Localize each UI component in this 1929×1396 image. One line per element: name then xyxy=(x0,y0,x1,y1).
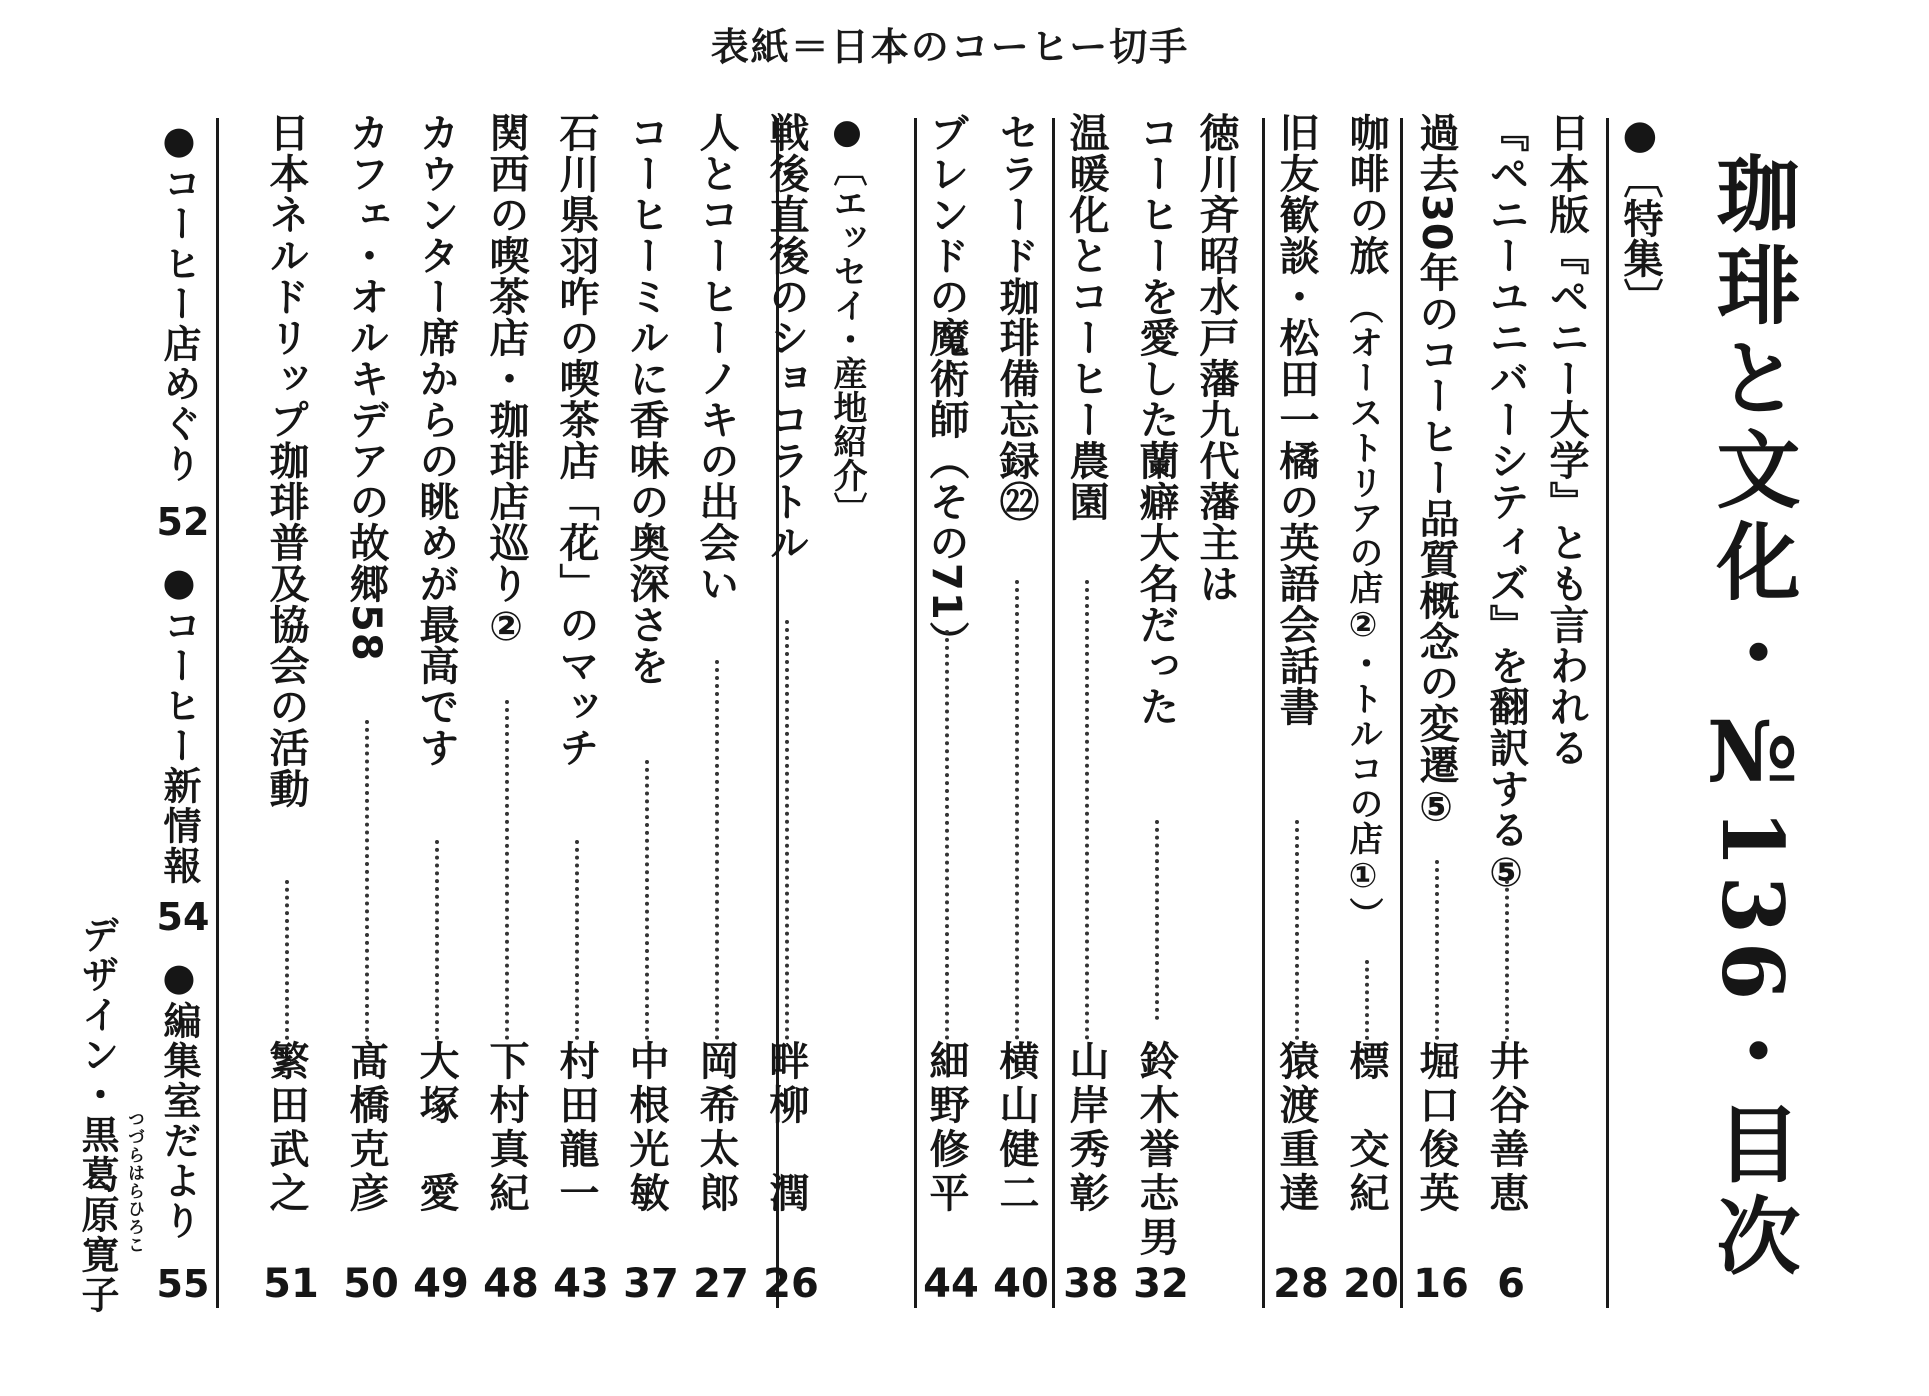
leader-dots xyxy=(435,840,439,1040)
toc-entry-title: 人とコーヒーノキの出会い xyxy=(693,112,739,604)
toc-entry-page: 40 xyxy=(993,1261,1049,1307)
toc-entry-title: ブレンドの魔術師（その71） xyxy=(923,112,969,662)
leader-dots xyxy=(785,620,789,1040)
toc-entry-page: 28 xyxy=(1273,1261,1329,1307)
design-credit: デザイン・黒葛原寛子 xyxy=(75,915,119,1315)
essay-label: ●〔エッセイ・産地紹介〕 xyxy=(827,112,867,526)
toc-entry-title: 咖啡の旅 xyxy=(1343,112,1389,276)
toc-misc-title: ●コーヒー店めぐり xyxy=(157,118,201,484)
divider-misc xyxy=(216,118,219,1308)
leader-dots xyxy=(285,880,289,1040)
toc-entry-page: 26 xyxy=(763,1261,819,1307)
toc-entry-author: 井谷善恵 xyxy=(1483,1040,1529,1216)
design-credit-ruby: つづらはらひろこ xyxy=(124,1110,144,1254)
leader-dots xyxy=(945,630,949,1040)
leader-dots xyxy=(645,760,649,1040)
toc-entry-title: 『ペニーユニバーシティズ』を翻訳する⑤ xyxy=(1483,112,1529,897)
leader-dots xyxy=(1295,820,1299,1040)
toc-entry-title: カフェ・オルキデアの故郷58 xyxy=(343,112,389,662)
toc-entry-title: コーヒーミルに香味の奥深さを xyxy=(623,112,669,686)
toc-misc-page: 52 xyxy=(156,500,210,544)
toc-entry-page: 37 xyxy=(623,1261,679,1307)
toc-entry-page: 27 xyxy=(693,1261,749,1307)
toc-entry-title: 日本版『ペニー大学』とも言われる xyxy=(1543,112,1589,768)
tokushu-label: ●〔特集〕 xyxy=(1617,112,1663,318)
leader-dots xyxy=(1505,880,1509,1040)
toc-entry-title: 戦後直後のショコラトル xyxy=(763,112,809,563)
toc-entry-page: 6 xyxy=(1497,1261,1525,1307)
leader-dots xyxy=(575,840,579,1040)
toc-entry-title: 温暖化とコーヒー農園 xyxy=(1063,112,1109,522)
toc-entry-author: 横山健二 xyxy=(993,1040,1039,1216)
toc-entry-page: 48 xyxy=(483,1261,539,1307)
toc-entry-author: 大塚 愛 xyxy=(413,1040,459,1216)
divider-title xyxy=(1606,118,1609,1308)
toc-entry-page: 51 xyxy=(263,1261,319,1307)
toc-entry-page: 38 xyxy=(1063,1261,1119,1307)
magazine-title: 珈琲と文化・№136・目次 xyxy=(1703,150,1802,1285)
toc-entry-title: カウンター席からの眺めが最高です xyxy=(413,112,459,768)
toc-misc-page: 55 xyxy=(156,1262,210,1306)
toc-entry-page: 16 xyxy=(1413,1261,1469,1307)
toc-entry-author: 髙橋克彦 xyxy=(343,1040,389,1216)
toc-entry-author: 村田龍一 xyxy=(553,1040,599,1216)
toc-entry-title: 過去30年のコーヒー品質概念の変遷⑤ xyxy=(1413,112,1459,832)
toc-misc-title: ●コーヒー新情報 xyxy=(157,560,201,886)
divider-tokushu-d xyxy=(914,118,917,1308)
leader-dots xyxy=(1015,580,1019,1040)
toc-entry-page: 32 xyxy=(1133,1261,1189,1307)
toc-entry-author: 岡希太郎 xyxy=(693,1040,739,1216)
toc-entry-title: 関西の喫茶店・珈琲店巡り② xyxy=(483,112,529,651)
leader-dots xyxy=(1435,860,1439,1040)
leader-dots xyxy=(1365,960,1369,1040)
leader-dots xyxy=(1155,820,1159,1020)
toc-entry-title: セラード珈琲備忘録㉒ xyxy=(993,112,1039,522)
divider-tokushu-a xyxy=(1400,118,1403,1308)
toc-entry-author: 堀口俊英 xyxy=(1413,1040,1459,1216)
toc-entry-title: （オーストリアの店②・トルコの店①） xyxy=(1343,290,1383,932)
divider-tokushu-b xyxy=(1262,118,1265,1308)
toc-misc-title: ●編集室だより xyxy=(157,955,201,1241)
toc-entry-title: 徳川斉昭水戸藩九代藩主は xyxy=(1193,112,1239,604)
toc-entry-author: 細野修平 xyxy=(923,1040,969,1216)
toc-entry-title: 日本ネルドリップ珈琲普及協会の活動 xyxy=(263,112,309,809)
leader-dots xyxy=(715,660,719,1040)
toc-entry-author: 下村真紀 xyxy=(483,1040,529,1216)
toc-entry-page: 43 xyxy=(553,1261,609,1307)
leader-dots xyxy=(365,720,369,1040)
leader-dots xyxy=(505,700,509,1040)
toc-entry-title: 旧友歓談・松田一橘の英語会話書 xyxy=(1273,112,1319,727)
toc-entry-author: 標 交紀 xyxy=(1343,1040,1389,1216)
toc-entry-page: 49 xyxy=(413,1261,469,1307)
toc-entry-author: 中根光敏 xyxy=(623,1040,669,1216)
toc-entry-author: 山岸秀彰 xyxy=(1063,1040,1109,1216)
toc-entry-page: 50 xyxy=(343,1261,399,1307)
toc-misc-page: 54 xyxy=(156,895,210,939)
toc-entry-page: 44 xyxy=(923,1261,979,1307)
toc-entry-page: 20 xyxy=(1343,1261,1399,1307)
toc-entry-title: コーヒーを愛した蘭癖大名だった xyxy=(1133,112,1179,727)
toc-entry-author: 鈴木誉志男 xyxy=(1133,1040,1179,1260)
divider-tokushu-c xyxy=(1052,118,1055,1308)
toc-entry-title: 石川県羽咋の喫茶店「花」のマッチ xyxy=(553,112,599,768)
toc-entry-author: 繁田武之 xyxy=(263,1040,309,1216)
toc-entry-author: 猿渡重達 xyxy=(1273,1040,1319,1216)
toc-entry-author: 畔柳 潤 xyxy=(763,1040,809,1216)
cover-caption: 表紙＝日本のコーヒー切手 xyxy=(710,25,1190,69)
leader-dots xyxy=(1085,580,1089,1040)
